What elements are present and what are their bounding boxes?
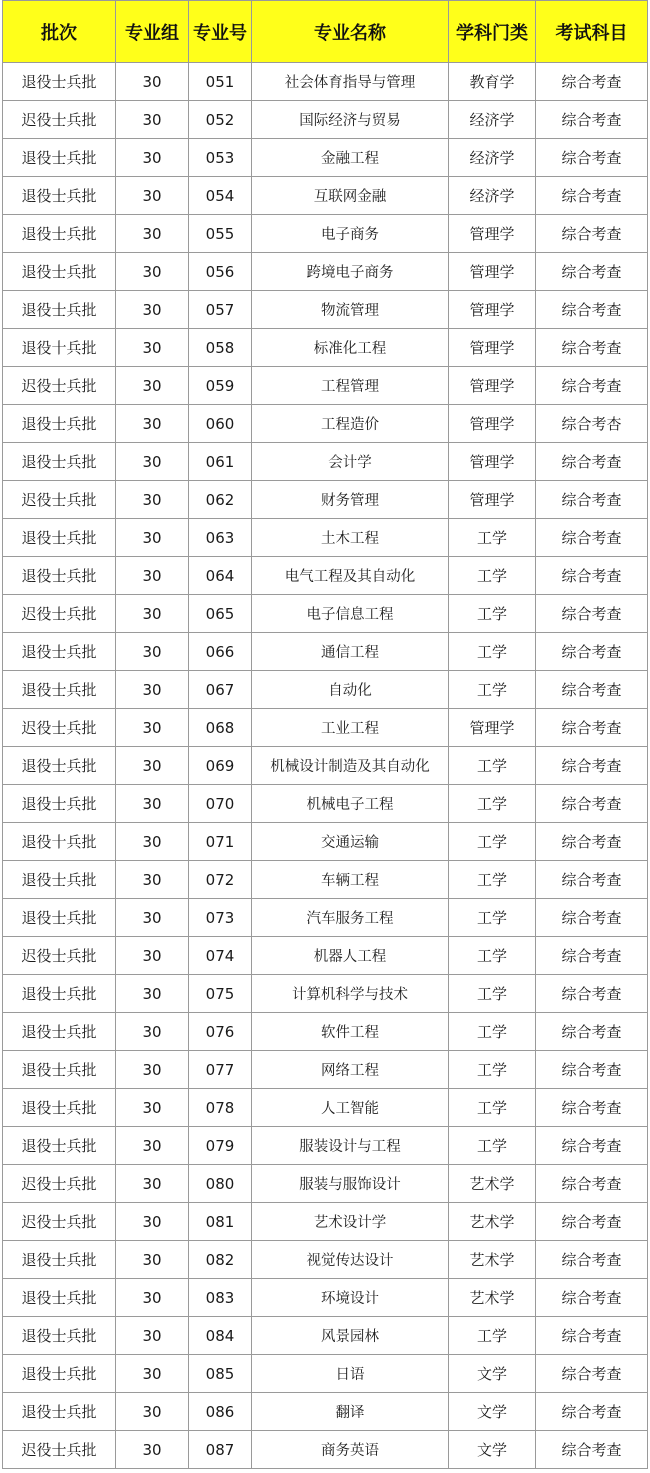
discipline-cell: 艺术学 — [449, 1203, 536, 1241]
exam-subject-cell: 综合考查 — [536, 1013, 648, 1051]
header-exam-subject: 考试科目 — [536, 1, 648, 63]
table-row — [3, 823, 648, 861]
discipline-cell: 工学 — [449, 899, 536, 937]
major-code-cell: 067 — [189, 671, 252, 709]
discipline-cell: 艺术学 — [449, 1241, 536, 1279]
major-code-cell: 081 — [189, 1203, 252, 1241]
major-name-cell: 物流管理 — [252, 291, 449, 329]
major-group-cell: 30 — [116, 671, 189, 709]
major-name-cell: 软件工程 — [252, 1013, 449, 1051]
table-row — [3, 1089, 648, 1127]
batch-cell: 退役士兵批 — [3, 1089, 116, 1127]
major-group-cell: 30 — [116, 1279, 189, 1317]
table-row — [3, 937, 648, 975]
exam-subject-cell: 综合考查 — [536, 1355, 648, 1393]
exam-subject-cell: 综合考查 — [536, 1241, 648, 1279]
table-row — [3, 519, 648, 557]
table-row — [3, 63, 648, 101]
discipline-cell: 管理学 — [449, 329, 536, 367]
discipline-cell: 管理学 — [449, 709, 536, 747]
discipline-cell: 教育学 — [449, 63, 536, 101]
batch-cell: 退役士兵批 — [3, 519, 116, 557]
exam-subject-cell: 综合考查 — [536, 671, 648, 709]
major-name-cell: 汽车服务工程 — [252, 899, 449, 937]
discipline-cell: 经济学 — [449, 101, 536, 139]
discipline-cell: 管理学 — [449, 367, 536, 405]
major-code-cell: 075 — [189, 975, 252, 1013]
exam-subject-cell: 综合考查 — [536, 1279, 648, 1317]
major-group-cell: 30 — [116, 899, 189, 937]
discipline-cell: 管理学 — [449, 291, 536, 329]
major-group-cell: 30 — [116, 1203, 189, 1241]
table-row — [3, 1127, 648, 1165]
major-group-cell: 30 — [116, 861, 189, 899]
discipline-cell: 艺术学 — [449, 1165, 536, 1203]
table-row — [3, 861, 648, 899]
table-row — [3, 975, 648, 1013]
table-row — [3, 785, 648, 823]
exam-subject-cell: 综合考查 — [536, 633, 648, 671]
discipline-cell: 工学 — [449, 1317, 536, 1355]
batch-cell: 退役士兵批 — [3, 975, 116, 1013]
batch-cell: 退役士兵批 — [3, 63, 116, 101]
header-major-name: 专业名称 — [252, 1, 449, 63]
admission-table — [2, 0, 648, 1469]
batch-cell: 退役士兵批 — [3, 785, 116, 823]
major-group-cell: 30 — [116, 291, 189, 329]
batch-cell: 退役士兵批 — [3, 1279, 116, 1317]
exam-subject-cell: 综合考查 — [536, 481, 648, 519]
batch-cell: 退役士兵批 — [3, 557, 116, 595]
major-name-cell: 服装设计与工程 — [252, 1127, 449, 1165]
batch-cell: 迟役士兵批 — [3, 481, 116, 519]
major-name-cell: 电气工程及其自动化 — [252, 557, 449, 595]
batch-cell: 迟役士兵批 — [3, 1203, 116, 1241]
major-name-cell: 环境设计 — [252, 1279, 449, 1317]
major-group-cell: 30 — [116, 215, 189, 253]
major-group-cell: 30 — [116, 823, 189, 861]
major-name-cell: 土木工程 — [252, 519, 449, 557]
batch-cell: 退役士兵批 — [3, 215, 116, 253]
discipline-cell: 管理学 — [449, 443, 536, 481]
major-name-cell: 机械设计制造及其自动化 — [252, 747, 449, 785]
table-body — [3, 63, 648, 1469]
batch-cell: 退役士兵批 — [3, 177, 116, 215]
major-group-cell: 30 — [116, 709, 189, 747]
table-header — [3, 1, 648, 63]
major-code-cell: 060 — [189, 405, 252, 443]
table-row — [3, 595, 648, 633]
major-name-cell: 金融工程 — [252, 139, 449, 177]
discipline-cell: 文学 — [449, 1393, 536, 1431]
major-code-cell: 059 — [189, 367, 252, 405]
exam-subject-cell: 综合考查 — [536, 215, 648, 253]
major-name-cell: 风景园林 — [252, 1317, 449, 1355]
table-row — [3, 405, 648, 443]
table-row — [3, 1203, 648, 1241]
major-code-cell: 073 — [189, 899, 252, 937]
table-row — [3, 215, 648, 253]
major-name-cell: 跨境电子商务 — [252, 253, 449, 291]
table-row — [3, 899, 648, 937]
exam-subject-cell: 综合考查 — [536, 1089, 648, 1127]
discipline-cell: 工学 — [449, 1013, 536, 1051]
major-group-cell: 30 — [116, 633, 189, 671]
discipline-cell: 工学 — [449, 671, 536, 709]
exam-subject-cell: 综合考查 — [536, 443, 648, 481]
discipline-cell: 艺术学 — [449, 1279, 536, 1317]
batch-cell: 迟役士兵批 — [3, 367, 116, 405]
discipline-cell: 工学 — [449, 975, 536, 1013]
major-code-cell: 086 — [189, 1393, 252, 1431]
major-name-cell: 国际经济与贸易 — [252, 101, 449, 139]
major-code-cell: 079 — [189, 1127, 252, 1165]
table-row — [3, 1355, 648, 1393]
major-code-cell: 069 — [189, 747, 252, 785]
table-row — [3, 177, 648, 215]
major-group-cell: 30 — [116, 519, 189, 557]
table-row — [3, 481, 648, 519]
major-name-cell: 财务管理 — [252, 481, 449, 519]
major-name-cell: 通信工程 — [252, 633, 449, 671]
major-name-cell: 工程管理 — [252, 367, 449, 405]
batch-cell: 退役士兵批 — [3, 861, 116, 899]
major-name-cell: 互联网金融 — [252, 177, 449, 215]
major-code-cell: 078 — [189, 1089, 252, 1127]
exam-subject-cell: 综合考查 — [536, 1431, 648, 1469]
exam-subject-cell: 综合考查 — [536, 861, 648, 899]
major-group-cell: 30 — [116, 1431, 189, 1469]
batch-cell: 退役士兵批 — [3, 1241, 116, 1279]
major-group-cell: 30 — [116, 1051, 189, 1089]
batch-cell: 退役十兵批 — [3, 823, 116, 861]
batch-cell: 退役士兵批 — [3, 443, 116, 481]
header-major-group: 专业组 — [116, 1, 189, 63]
batch-cell: 迟役士兵批 — [3, 101, 116, 139]
major-group-cell: 30 — [116, 1165, 189, 1203]
discipline-cell: 工学 — [449, 747, 536, 785]
exam-subject-cell: 综合考查 — [536, 1127, 648, 1165]
table-row — [3, 253, 648, 291]
major-group-cell: 30 — [116, 1355, 189, 1393]
major-code-cell: 057 — [189, 291, 252, 329]
major-code-cell: 080 — [189, 1165, 252, 1203]
major-code-cell: 087 — [189, 1431, 252, 1469]
major-name-cell: 标准化工程 — [252, 329, 449, 367]
discipline-cell: 工学 — [449, 595, 536, 633]
major-name-cell: 电子商务 — [252, 215, 449, 253]
discipline-cell: 工学 — [449, 937, 536, 975]
batch-cell: 退役十兵批 — [3, 329, 116, 367]
table-row — [3, 671, 648, 709]
discipline-cell: 文学 — [449, 1431, 536, 1469]
major-name-cell: 工程造价 — [252, 405, 449, 443]
discipline-cell: 工学 — [449, 519, 536, 557]
batch-cell: 退役士兵批 — [3, 747, 116, 785]
major-code-cell: 076 — [189, 1013, 252, 1051]
batch-cell: 退役士兵批 — [3, 1013, 116, 1051]
exam-subject-cell: 综合考杏 — [536, 405, 648, 443]
table-row — [3, 1393, 648, 1431]
major-name-cell: 日语 — [252, 1355, 449, 1393]
major-code-cell: 063 — [189, 519, 252, 557]
major-group-cell: 30 — [116, 1089, 189, 1127]
major-code-cell: 072 — [189, 861, 252, 899]
major-code-cell: 056 — [189, 253, 252, 291]
discipline-cell: 管理学 — [449, 481, 536, 519]
major-code-cell: 065 — [189, 595, 252, 633]
major-group-cell: 30 — [116, 481, 189, 519]
discipline-cell: 管理学 — [449, 405, 536, 443]
major-group-cell: 30 — [116, 1013, 189, 1051]
major-group-cell: 30 — [116, 253, 189, 291]
discipline-cell: 文学 — [449, 1355, 536, 1393]
table-row — [3, 1317, 648, 1355]
discipline-cell: 管理学 — [449, 253, 536, 291]
major-code-cell: 083 — [189, 1279, 252, 1317]
batch-cell: 迟役士兵批 — [3, 937, 116, 975]
exam-subject-cell: 综合考查 — [536, 329, 648, 367]
major-code-cell: 074 — [189, 937, 252, 975]
batch-cell: 迟役士兵批 — [3, 595, 116, 633]
batch-cell: 迟役士兵批 — [3, 1431, 116, 1469]
major-code-cell: 061 — [189, 443, 252, 481]
table-row — [3, 1051, 648, 1089]
major-name-cell: 机械电子工程 — [252, 785, 449, 823]
exam-subject-cell: 综合考查 — [536, 367, 648, 405]
batch-cell: 退役士兵批 — [3, 253, 116, 291]
header-batch: 批次 — [3, 1, 116, 63]
discipline-cell: 工学 — [449, 1051, 536, 1089]
batch-cell: 退役士兵批 — [3, 139, 116, 177]
batch-cell: 退役士兵批 — [3, 1051, 116, 1089]
major-group-cell: 30 — [116, 139, 189, 177]
batch-cell: 退役士兵批 — [3, 899, 116, 937]
discipline-cell: 经济学 — [449, 139, 536, 177]
major-code-cell: 062 — [189, 481, 252, 519]
exam-subject-cell: 综合考查 — [536, 823, 648, 861]
major-name-cell: 人工智能 — [252, 1089, 449, 1127]
batch-cell: 退役士兵批 — [3, 1127, 116, 1165]
major-group-cell: 30 — [116, 63, 189, 101]
major-name-cell: 电子信息工程 — [252, 595, 449, 633]
exam-subject-cell: 综合考查 — [536, 1165, 648, 1203]
exam-subject-cell: 综合考查 — [536, 1393, 648, 1431]
major-group-cell: 30 — [116, 367, 189, 405]
major-group-cell: 30 — [116, 747, 189, 785]
table-row — [3, 329, 648, 367]
exam-subject-cell: 综合考查 — [536, 1317, 648, 1355]
major-code-cell: 077 — [189, 1051, 252, 1089]
batch-cell: 迟役士兵批 — [3, 1165, 116, 1203]
discipline-cell: 工学 — [449, 823, 536, 861]
discipline-cell: 工学 — [449, 1089, 536, 1127]
batch-cell: 退役士兵批 — [3, 291, 116, 329]
exam-subject-cell: 综合考查 — [536, 177, 648, 215]
exam-subject-cell: 综合考查 — [536, 937, 648, 975]
major-name-cell: 商务英语 — [252, 1431, 449, 1469]
admission-table-container — [2, 0, 647, 1469]
major-code-cell: 071 — [189, 823, 252, 861]
major-group-cell: 30 — [116, 329, 189, 367]
major-code-cell: 051 — [189, 63, 252, 101]
major-name-cell: 机器人工程 — [252, 937, 449, 975]
table-row — [3, 101, 648, 139]
major-name-cell: 工业工程 — [252, 709, 449, 747]
table-row — [3, 291, 648, 329]
exam-subject-cell: 综合考查 — [536, 1051, 648, 1089]
table-row — [3, 747, 648, 785]
major-code-cell: 068 — [189, 709, 252, 747]
table-row — [3, 1241, 648, 1279]
major-group-cell: 30 — [116, 785, 189, 823]
exam-subject-cell: 综合考查 — [536, 139, 648, 177]
major-group-cell: 30 — [116, 595, 189, 633]
exam-subject-cell: 综合考查 — [536, 785, 648, 823]
discipline-cell: 工学 — [449, 633, 536, 671]
table-row — [3, 709, 648, 747]
major-name-cell: 视觉传达设计 — [252, 1241, 449, 1279]
header-discipline: 学科门类 — [449, 1, 536, 63]
exam-subject-cell: 综合考查 — [536, 101, 648, 139]
exam-subject-cell: 综合考查 — [536, 291, 648, 329]
major-group-cell: 30 — [116, 975, 189, 1013]
table-row — [3, 1165, 648, 1203]
table-row — [3, 633, 648, 671]
major-name-cell: 服装与服饰设计 — [252, 1165, 449, 1203]
major-group-cell: 30 — [116, 101, 189, 139]
major-group-cell: 30 — [116, 557, 189, 595]
major-group-cell: 30 — [116, 1241, 189, 1279]
discipline-cell: 工学 — [449, 1127, 536, 1165]
batch-cell: 退役士兵批 — [3, 633, 116, 671]
exam-subject-cell: 综合考查 — [536, 595, 648, 633]
discipline-cell: 工学 — [449, 785, 536, 823]
major-name-cell: 网络工程 — [252, 1051, 449, 1089]
table-row — [3, 1013, 648, 1051]
major-group-cell: 30 — [116, 1317, 189, 1355]
major-name-cell: 会计学 — [252, 443, 449, 481]
discipline-cell: 工学 — [449, 861, 536, 899]
major-group-cell: 30 — [116, 443, 189, 481]
batch-cell: 迟役士兵批 — [3, 709, 116, 747]
major-code-cell: 054 — [189, 177, 252, 215]
major-group-cell: 30 — [116, 177, 189, 215]
exam-subject-cell: 综合考查 — [536, 253, 648, 291]
exam-subject-cell: 综合考查 — [536, 557, 648, 595]
major-code-cell: 085 — [189, 1355, 252, 1393]
batch-cell: 退役士兵批 — [3, 1393, 116, 1431]
discipline-cell: 管理学 — [449, 215, 536, 253]
discipline-cell: 经济学 — [449, 177, 536, 215]
table-row — [3, 1279, 648, 1317]
major-name-cell: 自动化 — [252, 671, 449, 709]
major-group-cell: 30 — [116, 1393, 189, 1431]
major-code-cell: 064 — [189, 557, 252, 595]
exam-subject-cell: 综合考查 — [536, 899, 648, 937]
major-name-cell: 艺术设计学 — [252, 1203, 449, 1241]
batch-cell: 退役士兵批 — [3, 1355, 116, 1393]
exam-subject-cell: 综合考查 — [536, 975, 648, 1013]
major-code-cell: 070 — [189, 785, 252, 823]
major-group-cell: 30 — [116, 1127, 189, 1165]
major-code-cell: 066 — [189, 633, 252, 671]
exam-subject-cell: 综合考查 — [536, 709, 648, 747]
major-code-cell: 058 — [189, 329, 252, 367]
major-name-cell: 社会体育指导与管理 — [252, 63, 449, 101]
batch-cell: 退役士兵批 — [3, 1317, 116, 1355]
major-code-cell: 052 — [189, 101, 252, 139]
exam-subject-cell: 综合考查 — [536, 63, 648, 101]
exam-subject-cell: 综合考查 — [536, 519, 648, 557]
header-major-code: 专业号 — [189, 1, 252, 63]
major-code-cell: 053 — [189, 139, 252, 177]
major-code-cell: 082 — [189, 1241, 252, 1279]
major-name-cell: 计算机科学与技术 — [252, 975, 449, 1013]
table-row — [3, 1431, 648, 1469]
table-row — [3, 443, 648, 481]
table-row — [3, 139, 648, 177]
batch-cell: 退役士兵批 — [3, 671, 116, 709]
table-row — [3, 367, 648, 405]
exam-subject-cell: 综合考查 — [536, 1203, 648, 1241]
major-name-cell: 车辆工程 — [252, 861, 449, 899]
batch-cell: 退役士兵批 — [3, 405, 116, 443]
major-code-cell: 055 — [189, 215, 252, 253]
major-code-cell: 084 — [189, 1317, 252, 1355]
exam-subject-cell: 综合考查 — [536, 747, 648, 785]
major-name-cell: 翻译 — [252, 1393, 449, 1431]
major-group-cell: 30 — [116, 937, 189, 975]
major-name-cell: 交通运输 — [252, 823, 449, 861]
major-group-cell: 30 — [116, 405, 189, 443]
header-row — [3, 1, 648, 63]
discipline-cell: 工学 — [449, 557, 536, 595]
table-row — [3, 557, 648, 595]
